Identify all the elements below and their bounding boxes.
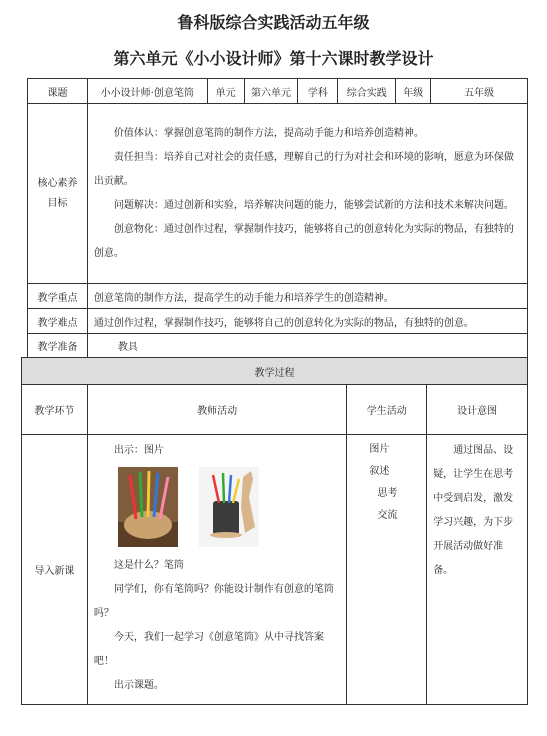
teacher-line: 出示课题。 <box>113 680 164 691</box>
grade-value: 五年级 <box>431 79 528 104</box>
kangaroo-pen-holder-image <box>187 467 271 547</box>
stage-cell: 导入新课 <box>22 435 88 705</box>
process-table <box>21 357 528 705</box>
document-title: 鲁科版综合实践活动五年级 <box>177 13 370 32</box>
teacher-line: 出示：图片 <box>113 445 164 456</box>
teacher-line: 今天，我们一起学习《创意笔筒》从中寻找答案吧！ <box>93 632 324 667</box>
subject-value: 综合实践 <box>338 79 396 104</box>
course-value: 小小设计师·创意笔筒 <box>87 79 207 104</box>
info-table <box>27 78 528 358</box>
student-item: 图片 <box>369 444 390 455</box>
col-stage-header: 教学环节 <box>22 385 88 435</box>
teacher-line: 同学们，你有笔筒吗？你能设计制作有创意的笔筒吗？ <box>93 584 334 619</box>
student-activity-cell <box>347 435 427 705</box>
design-intent-text: 通过图品、设疑，让学生在思考中受到启发，激发学习兴趣，为下步开展活动做好准备。 <box>433 445 514 576</box>
col-intent-header: 设计意图 <box>427 385 528 435</box>
core-goal-item: 价值体认：掌握创意笔筒的制作方法，提高动手能力和培养创造精神。 <box>113 127 424 139</box>
key-point-label: 教学重点 <box>28 284 88 309</box>
prep-text: 教具 <box>87 334 527 358</box>
student-item: 思考 <box>377 488 398 499</box>
course-key: 课题 <box>28 79 88 104</box>
core-goal-item: 问题解决：通过创新和实验，培养解决问题的能力，能够尝试新的方法和技术来解决问题。 <box>113 199 514 211</box>
hedgehog-pen-holder-image <box>118 467 178 547</box>
subject-key: 学科 <box>298 79 338 104</box>
student-item: 叙述 <box>369 466 390 477</box>
col-teacher-header: 教师活动 <box>87 385 346 435</box>
student-item: 交流 <box>377 510 398 521</box>
design-intent-cell <box>427 435 528 705</box>
teacher-activity-cell <box>87 435 346 705</box>
core-goals-label: 核心素养目标 <box>28 104 88 284</box>
document-subtitle: 第六单元《小小设计师》第十六课时教学设计 <box>113 49 434 68</box>
key-point-text: 创意笔筒的制作方法，提高学生的动手能力和培养学生的创造精神。 <box>87 284 527 309</box>
core-goals-content <box>87 104 527 284</box>
process-header: 教学过程 <box>22 358 528 385</box>
pen-holder-images <box>94 463 340 554</box>
prep-label: 教学准备 <box>28 334 88 358</box>
core-goal-item: 责任担当：培养自己对社会的责任感，理解自己的行为对社会和环境的影响，愿意为环保做出贡献。 <box>93 151 514 187</box>
core-goal-item: 创意物化：通过创作过程，掌握制作技巧，能够将自己的创意转化为实际的物品，有独特的创意。 <box>93 223 514 259</box>
unit-key: 单元 <box>207 79 244 104</box>
col-student-header: 学生活动 <box>347 385 427 435</box>
unit-value: 第六单元 <box>244 79 298 104</box>
difficult-point-label: 教学难点 <box>28 309 88 334</box>
difficult-point-text: 通过创作过程，掌握制作技巧，能够将自己的创意转化为实际的物品，有独特的创意。 <box>87 309 527 334</box>
grade-key: 年级 <box>396 79 431 104</box>
teacher-line: 这是什么？笔筒 <box>113 560 184 571</box>
